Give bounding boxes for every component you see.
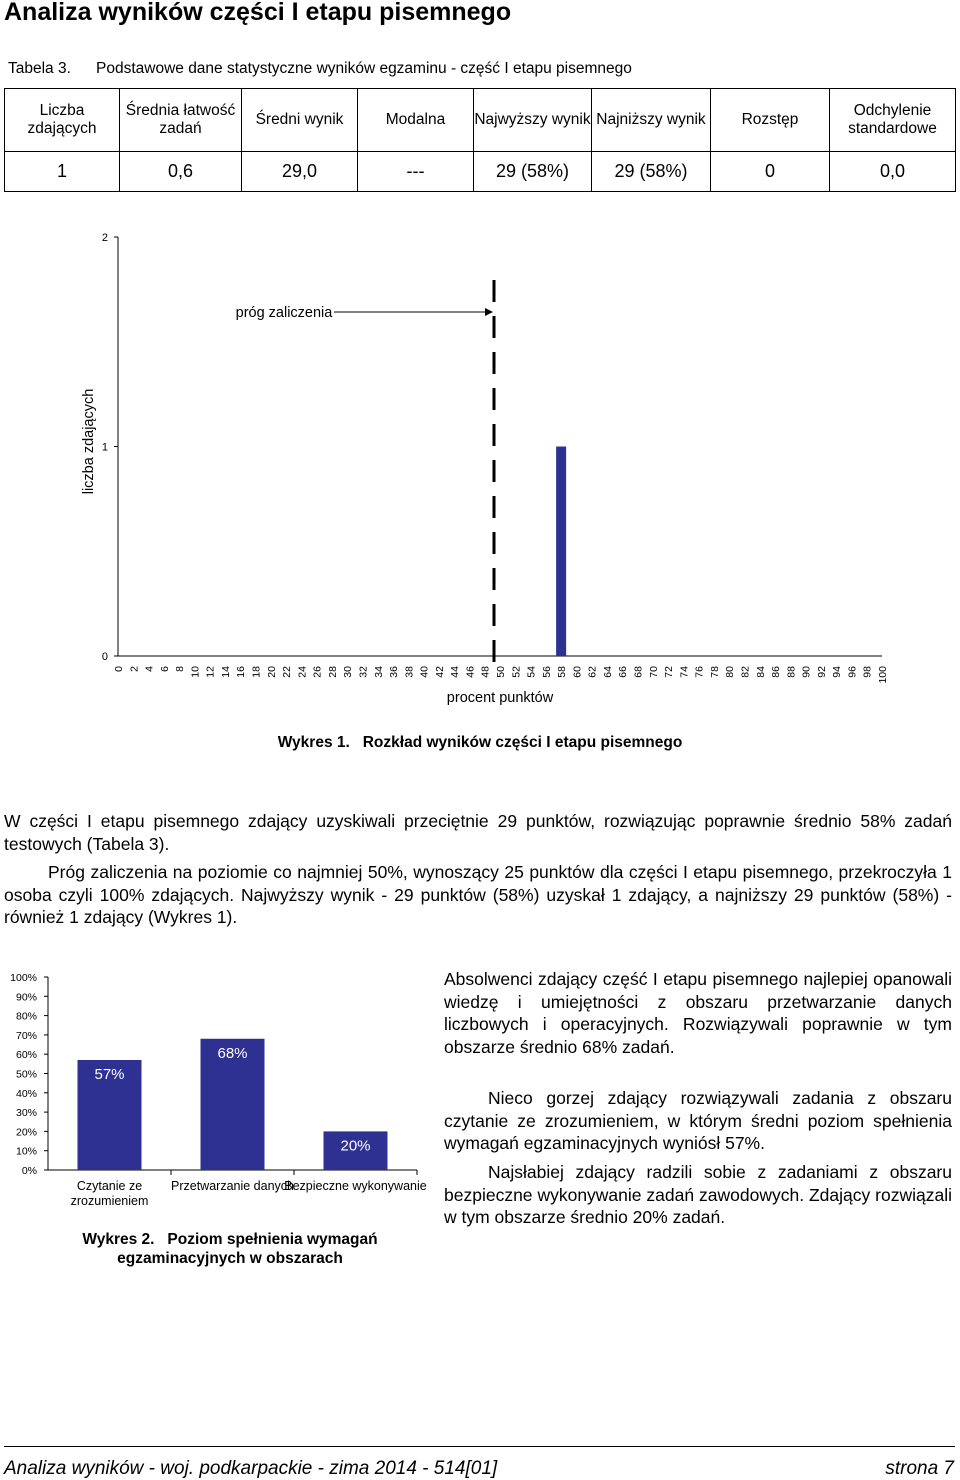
- x-tick-label: 80: [724, 666, 737, 678]
- bar-value-label: 57%: [94, 1065, 125, 1083]
- chart2-caption-number: Wykres 2.: [82, 1231, 155, 1248]
- x-tick-label: 60: [571, 666, 584, 678]
- x-tick-label: 50: [495, 666, 507, 678]
- y-tick-label: 30%: [15, 1107, 37, 1120]
- x-tick-label: 26: [311, 666, 324, 678]
- chart1-caption-number: Wykres 1.: [277, 734, 350, 751]
- chart2-caption-text1: Poziom spełnienia wymagań: [167, 1231, 378, 1248]
- paragraph-2: [4, 861, 952, 929]
- x-tick-label: 28: [326, 666, 339, 678]
- threshold-label: próg zaliczenia: [235, 305, 333, 321]
- table-header-cell: Najniższy wynik: [592, 89, 711, 152]
- x-tick-label: 38: [403, 666, 416, 678]
- y-tick-label: 70%: [15, 1029, 37, 1042]
- y-tick-label: 0%: [21, 1165, 37, 1177]
- histogram-bar: [556, 447, 566, 657]
- x-tick-label: 58: [556, 666, 569, 678]
- paragraph-1-text: W części I etapu pisemnego zdający uzyskiwali przeciętnie 29 punktów, rozwiązując poprawnie średnio 58% zadań testowych (Tabela 3).: [4, 811, 952, 854]
- x-category-label: Bezpieczne wykonywanie: [284, 1179, 427, 1193]
- table-row: [5, 152, 956, 192]
- footer-page-number: strona 7: [885, 1458, 954, 1479]
- x-tick-label: 76: [693, 666, 706, 678]
- y-tick-label: 100%: [10, 972, 37, 984]
- table-cell: 29 (58%): [592, 152, 711, 192]
- x-tick-label: 22: [281, 666, 294, 678]
- page-title: Analiza wyników części I etapu pisemnego: [4, 0, 512, 26]
- x-tick-label: 98: [861, 666, 874, 678]
- x-tick-label: 56: [540, 666, 553, 678]
- threshold-arrow-head: [485, 308, 493, 316]
- x-tick-label: 54: [525, 666, 538, 678]
- side-paragraph-3: [444, 1161, 952, 1229]
- chart1-caption-text: Rozkład wyników części I etapu pisemnego: [362, 734, 683, 751]
- table-header-cell: Odchylenie standardowe: [830, 89, 956, 152]
- chart2-caption: [40, 1230, 420, 1268]
- x-tick-label: 44: [449, 666, 462, 678]
- table-cell: 29 (58%): [474, 152, 592, 192]
- x-category-label-line: zrozumieniem: [70, 1194, 149, 1208]
- x-tick-label: 100: [877, 666, 889, 684]
- chart1-caption: [0, 734, 960, 752]
- x-tick-label: 36: [388, 666, 401, 678]
- x-category-label: [71, 1179, 149, 1208]
- x-tick-label: 24: [296, 666, 309, 678]
- table-header-cell: Modalna: [358, 89, 474, 152]
- y-tick-label: 0: [101, 651, 108, 663]
- side-paragraph-2-text: Nieco gorzej zdający rozwiązywali zadania z obszaru czytanie ze zrozumieniem, w którym średni poziom spełnienia wymagań egzaminacyjnych wyniósł 57%.: [444, 1088, 952, 1154]
- x-tick-label: 52: [510, 666, 523, 678]
- x-tick-label: 96: [846, 666, 859, 678]
- x-tick-label: 46: [464, 666, 477, 678]
- x-tick-label: 8: [174, 666, 187, 672]
- table-cell: ---: [358, 152, 474, 192]
- paragraph-2-text: Próg zaliczenia na poziomie co najmniej 50%, wynoszący 25 punktów dla części I etapu pisemnego, przekroczyła 1 osoba czyli 100% zdających. Najwyższy wynik - 29 punktów (58%) uzyskał 1 zdający, a najniższy 29 punktów (58%) - również 1 zdający (Wykres 1).: [4, 862, 952, 927]
- x-category-label-line: Czytanie ze: [76, 1179, 143, 1193]
- table-cell: 0: [711, 152, 830, 192]
- table-header-row: [5, 89, 956, 152]
- x-tick-label: 34: [372, 666, 385, 678]
- side-paragraph-1: [444, 968, 952, 1058]
- paragraph-1: [4, 810, 952, 855]
- y-tick-label: 10%: [15, 1145, 37, 1158]
- x-tick-label: 62: [586, 666, 599, 678]
- x-tick-label: 88: [785, 666, 798, 678]
- x-tick-label: 74: [678, 666, 691, 678]
- chart2-caption-text2: egzaminacyjnych w obszarach: [117, 1250, 343, 1267]
- x-tick-label: 18: [250, 666, 263, 678]
- y-tick-label: 40%: [15, 1087, 37, 1100]
- x-tick-label: 70: [647, 666, 660, 678]
- footer-left-text: Analiza wyników - woj. podkarpackie - zima 2014 - 514[01]: [4, 1458, 498, 1479]
- x-tick-label: 16: [235, 666, 248, 678]
- table-cell: 0,6: [120, 152, 242, 192]
- y-axis-label: liczba zdających: [81, 388, 97, 495]
- x-tick-label: 4: [143, 666, 156, 672]
- x-tick-label: 82: [739, 666, 752, 678]
- table-header-cell: Liczba zdających: [5, 89, 120, 152]
- table-caption: [8, 60, 632, 78]
- x-tick-label: 68: [632, 666, 645, 678]
- x-tick-label: 42: [433, 666, 446, 678]
- y-tick-label: 60%: [15, 1049, 37, 1062]
- x-tick-label: 64: [601, 666, 614, 678]
- y-tick-label: 50%: [15, 1068, 37, 1081]
- stats-table: [4, 88, 956, 192]
- chart-wykres-1: [0, 225, 960, 715]
- x-tick-label: 30: [342, 666, 355, 678]
- x-tick-label: 0: [113, 666, 125, 672]
- table-header-cell: Rozstęp: [711, 89, 830, 152]
- table-header-cell: Średni wynik: [242, 89, 358, 152]
- x-tick-label: 6: [158, 666, 171, 672]
- table-caption-number: Tabela 3.: [8, 60, 71, 77]
- y-tick-label: 1: [101, 441, 108, 454]
- x-tick-label: 94: [831, 666, 844, 678]
- x-tick-label: 66: [617, 666, 630, 678]
- y-tick-label: 80%: [15, 1010, 37, 1023]
- table-caption-text: Podstawowe dane statystyczne wyników egzaminu - część I etapu pisemnego: [96, 60, 632, 77]
- chart-wykres-2: [0, 965, 430, 1215]
- table-cell: 1: [5, 152, 120, 192]
- x-tick-label: 86: [770, 666, 783, 678]
- table-header-cell: Średnia łatwość zadań: [120, 89, 242, 152]
- x-tick-label: 90: [800, 666, 813, 678]
- y-tick-label: 2: [101, 232, 108, 244]
- x-tick-label: 84: [754, 666, 767, 678]
- table-cell: 0,0: [830, 152, 956, 192]
- footer-divider: [4, 1446, 955, 1447]
- bar-value-label: 68%: [217, 1044, 248, 1062]
- x-tick-label: 2: [128, 666, 141, 672]
- y-tick-label: 90%: [15, 991, 37, 1004]
- x-tick-label: 10: [189, 666, 202, 678]
- x-tick-label: 78: [708, 666, 721, 678]
- y-tick-label: 20%: [15, 1126, 37, 1139]
- x-tick-label: 92: [815, 666, 828, 678]
- x-tick-label: 32: [357, 666, 370, 678]
- x-tick-label: 14: [219, 666, 232, 678]
- x-tick-label: 12: [204, 666, 217, 678]
- bar-value-label: 20%: [340, 1137, 371, 1155]
- side-paragraph-2: [444, 1087, 952, 1155]
- x-tick-label: 40: [418, 666, 431, 678]
- x-tick-label: 48: [479, 666, 492, 678]
- side-paragraph-1-text: Absolwenci zdający część I etapu pisemnego najlepiej opanowali wiedzę i umiejętności z obszaru przetwarzanie danych liczbowych i operacyjnych. Rozwiązywali poprawnie w tym obszarze średnio 68% zadań.: [444, 969, 952, 1057]
- x-axis-label: procent punktów: [446, 690, 554, 706]
- x-tick-label: 20: [265, 666, 278, 678]
- x-tick-label: 72: [663, 666, 676, 678]
- x-category-label: Przetwarzanie danych: [171, 1179, 294, 1193]
- side-paragraph-3-text: Najsłabiej zdający radzili sobie z zadaniami z obszaru bezpieczne wykonywanie zadań zawodowych. Zdający rozwiązali w tym obszarze średnio 20% zadań.: [444, 1162, 952, 1228]
- table-cell: 29,0: [242, 152, 358, 192]
- table-header-cell: Najwyższy wynik: [474, 89, 592, 152]
